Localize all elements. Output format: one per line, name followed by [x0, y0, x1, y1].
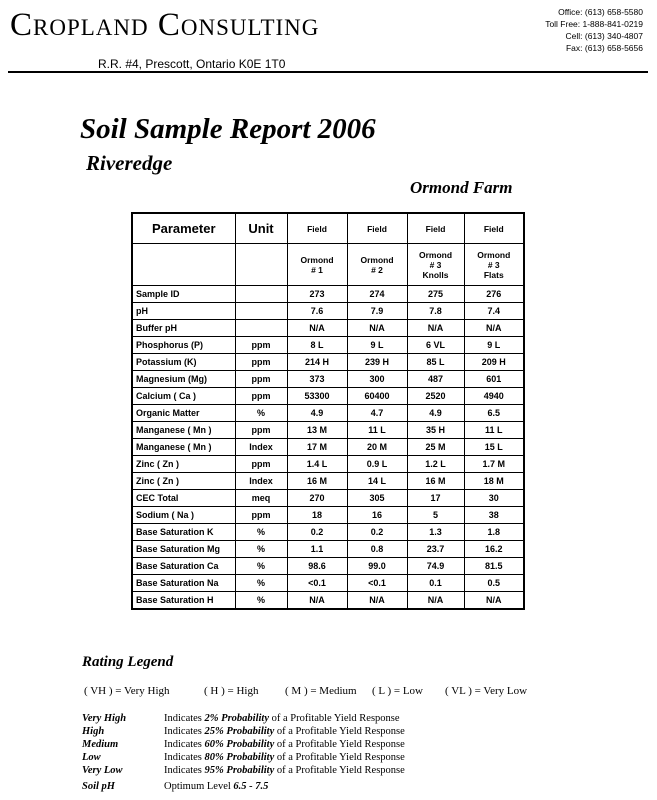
- field-name-row: [132, 244, 524, 286]
- header-field-4: Field: [464, 213, 524, 244]
- parameter-cell: CEC Total: [132, 490, 235, 507]
- parameter-cell: Manganese ( Mn ): [132, 422, 235, 439]
- value-cell: 23.7: [407, 541, 464, 558]
- value-cell: 214 H: [287, 354, 347, 371]
- value-cell: 300: [347, 371, 407, 388]
- unit-cell: [235, 320, 287, 337]
- legend-term: Soil pH: [82, 781, 115, 792]
- value-cell: 17 M: [287, 439, 347, 456]
- unit-cell: %: [235, 575, 287, 592]
- field-name-line: Ormond: [477, 249, 511, 260]
- value-cell: 11 L: [347, 422, 407, 439]
- value-cell: 305: [347, 490, 407, 507]
- value-cell: 1.4 L: [287, 456, 347, 473]
- value-cell: 38: [464, 507, 524, 524]
- table-row: [132, 337, 524, 354]
- value-cell: 53300: [287, 388, 347, 405]
- table-row: [132, 354, 524, 371]
- field-name-line: Ormond: [360, 254, 394, 265]
- field-name-line: Ormond: [300, 254, 334, 265]
- soil-ph-label: Optimum Level: [164, 781, 234, 792]
- value-cell: 4940: [464, 388, 524, 405]
- legend-term: Very High: [82, 713, 127, 724]
- header-divider: [8, 71, 648, 73]
- legend-probability: Probability: [226, 765, 275, 776]
- legend-suffix: of a Profitable Yield Response: [274, 726, 405, 737]
- table-row: [132, 388, 524, 405]
- value-cell: 99.0: [347, 558, 407, 575]
- legend-title: Rating Legend: [82, 654, 174, 670]
- legend-percent: 60%: [204, 739, 224, 750]
- parameter-cell: Base Saturation Mg: [132, 541, 235, 558]
- value-cell: 16: [347, 507, 407, 524]
- legend-code-l: ( L ) = Low: [372, 685, 424, 697]
- legend-desc: [164, 765, 405, 776]
- company-name: [10, 9, 319, 42]
- value-cell: 98.6: [287, 558, 347, 575]
- report-title: Soil Sample Report 2006: [80, 113, 376, 145]
- value-cell: 0.2: [287, 524, 347, 541]
- unit-cell: %: [235, 541, 287, 558]
- table-row: [132, 473, 524, 490]
- value-cell: 274: [347, 286, 407, 303]
- legend-code-vh: ( VH ) = Very High: [84, 685, 170, 697]
- legend-term: Very Low: [82, 765, 123, 776]
- value-cell: 276: [464, 286, 524, 303]
- table-row: [132, 303, 524, 320]
- unit-cell: ppm: [235, 337, 287, 354]
- parameter-cell: Phosphorus (P): [132, 337, 235, 354]
- field-name-line: Ormond: [418, 249, 453, 260]
- value-cell: <0.1: [287, 575, 347, 592]
- contact-block: [545, 6, 643, 54]
- legend-term: High: [82, 726, 105, 737]
- unit-cell: %: [235, 524, 287, 541]
- contact-office: Office: (613) 658-5580: [558, 7, 643, 17]
- parameter-cell: Base Saturation Ca: [132, 558, 235, 575]
- legend-desc: [164, 726, 405, 737]
- header-field-1: Field: [287, 213, 347, 244]
- value-cell: 5: [407, 507, 464, 524]
- soil-ph-range: 6.5 - 7.5: [233, 781, 269, 792]
- legend-percent: 2%: [204, 713, 219, 724]
- value-cell: 35 H: [407, 422, 464, 439]
- table-row: [132, 439, 524, 456]
- legend-probability: Probability: [226, 752, 275, 763]
- value-cell: 7.6: [287, 303, 347, 320]
- table-row: [132, 320, 524, 337]
- legend-prefix: Indicates: [164, 739, 205, 750]
- table-row: [132, 524, 524, 541]
- value-cell: 0.2: [347, 524, 407, 541]
- table-row: [132, 456, 524, 473]
- value-cell: 30: [464, 490, 524, 507]
- value-cell: 487: [407, 371, 464, 388]
- value-cell: 0.9 L: [347, 456, 407, 473]
- legend-probability: Probability: [226, 739, 275, 750]
- table-row: [132, 422, 524, 439]
- value-cell: N/A: [287, 592, 347, 610]
- parameter-cell: Buffer pH: [132, 320, 235, 337]
- parameter-cell: Sodium ( Na ): [132, 507, 235, 524]
- table-row: [132, 592, 524, 610]
- value-cell: N/A: [347, 592, 407, 610]
- value-cell: 11 L: [464, 422, 524, 439]
- field-name-line: Flats: [483, 269, 504, 280]
- value-cell: 0.8: [347, 541, 407, 558]
- legend-desc: [164, 739, 405, 750]
- parameter-cell: Manganese ( Mn ): [132, 439, 235, 456]
- value-cell: 1.2 L: [407, 456, 464, 473]
- value-cell: 14 L: [347, 473, 407, 490]
- legend-suffix: of a Profitable Yield Response: [274, 765, 405, 776]
- parameter-cell: Magnesium (Mg): [132, 371, 235, 388]
- value-cell: 60400: [347, 388, 407, 405]
- parameter-cell: Zinc ( Zn ): [132, 456, 235, 473]
- farm-name: Ormond Farm: [410, 178, 513, 197]
- value-cell: 373: [287, 371, 347, 388]
- contact-cell: Cell: (613) 340-4807: [565, 31, 643, 41]
- value-cell: N/A: [464, 592, 524, 610]
- parameter-cell: Sample ID: [132, 286, 235, 303]
- value-cell: 4.9: [407, 405, 464, 422]
- value-cell: 18: [287, 507, 347, 524]
- legend-desc: [164, 713, 400, 724]
- company-name-text: Cropland Consulting: [10, 7, 320, 43]
- legend-prefix: Indicates: [164, 752, 205, 763]
- value-cell: 7.9: [347, 303, 407, 320]
- legend-probability: Probability: [221, 713, 269, 724]
- legend-percent: 95%: [204, 765, 224, 776]
- legend-code-h: ( H ) = High: [204, 685, 259, 697]
- value-cell: 1.7 M: [464, 456, 524, 473]
- header-unit: Unit: [235, 213, 287, 244]
- legend-prefix: Indicates: [164, 726, 205, 737]
- unit-cell: %: [235, 405, 287, 422]
- value-cell: 25 M: [407, 439, 464, 456]
- value-cell: 601: [464, 371, 524, 388]
- field-name-line: # 3: [429, 259, 442, 270]
- legend-suffix: of a Profitable Yield Response: [274, 739, 405, 750]
- location-name: Riveredge: [86, 151, 173, 175]
- table-row: [132, 371, 524, 388]
- value-cell: N/A: [287, 320, 347, 337]
- header-field-2: Field: [347, 213, 407, 244]
- value-cell: N/A: [407, 592, 464, 610]
- field-name-3: [407, 244, 464, 286]
- value-cell: 275: [407, 286, 464, 303]
- table-row: [132, 575, 524, 592]
- legend-percent: 80%: [204, 752, 224, 763]
- unit-cell: ppm: [235, 371, 287, 388]
- value-cell: 8 L: [287, 337, 347, 354]
- value-cell: 15 L: [464, 439, 524, 456]
- value-cell: 239 H: [347, 354, 407, 371]
- value-cell: 9 L: [464, 337, 524, 354]
- value-cell: N/A: [407, 320, 464, 337]
- field-name-line: Knolls: [422, 269, 449, 280]
- parameter-cell: Base Saturation H: [132, 592, 235, 610]
- unit-cell: ppm: [235, 456, 287, 473]
- field-name-2: [347, 244, 407, 286]
- unit-cell: [235, 303, 287, 320]
- unit-cell: meq: [235, 490, 287, 507]
- value-cell: <0.1: [347, 575, 407, 592]
- field-name-blank: [235, 244, 287, 286]
- value-cell: 18 M: [464, 473, 524, 490]
- table-row: [132, 541, 524, 558]
- value-cell: N/A: [347, 320, 407, 337]
- unit-cell: ppm: [235, 354, 287, 371]
- table-row: [132, 507, 524, 524]
- value-cell: 16.2: [464, 541, 524, 558]
- table-row: [132, 286, 524, 303]
- legend-code-m: ( M ) = Medium: [285, 685, 357, 697]
- field-name-blank: [132, 244, 235, 286]
- field-name-4: [464, 244, 524, 286]
- value-cell: 4.7: [347, 405, 407, 422]
- value-cell: 9 L: [347, 337, 407, 354]
- unit-cell: ppm: [235, 507, 287, 524]
- soil-table-body: [132, 213, 524, 609]
- value-cell: 81.5: [464, 558, 524, 575]
- parameter-cell: Potassium (K): [132, 354, 235, 371]
- legend-term: Medium: [82, 739, 119, 750]
- contact-toll-free: Toll Free: 1-888-841-0219: [545, 19, 643, 29]
- legend-code-vl: ( VL ) = Very Low: [445, 685, 528, 697]
- legend-prefix: Indicates: [164, 765, 205, 776]
- value-cell: 20 M: [347, 439, 407, 456]
- header-parameter: Parameter: [132, 213, 235, 244]
- legend-percent: 25%: [204, 726, 224, 737]
- value-cell: 16 M: [407, 473, 464, 490]
- contact-fax: Fax: (613) 658-5656: [565, 43, 643, 53]
- value-cell: 13 M: [287, 422, 347, 439]
- value-cell: 17: [407, 490, 464, 507]
- value-cell: 6.5: [464, 405, 524, 422]
- value-cell: 6 VL: [407, 337, 464, 354]
- field-name-line: # 3: [487, 259, 500, 270]
- parameter-cell: Base Saturation K: [132, 524, 235, 541]
- value-cell: 2520: [407, 388, 464, 405]
- soil-results-table: [131, 212, 525, 610]
- value-cell: 1.3: [407, 524, 464, 541]
- legend-suffix: of a Profitable Yield Response: [269, 713, 400, 724]
- table-row: [132, 558, 524, 575]
- unit-cell: Index: [235, 473, 287, 490]
- unit-cell: %: [235, 592, 287, 610]
- value-cell: 0.1: [407, 575, 464, 592]
- header-field-3: Field: [407, 213, 464, 244]
- parameter-cell: Zinc ( Zn ): [132, 473, 235, 490]
- value-cell: 7.8: [407, 303, 464, 320]
- legend-prefix: Indicates: [164, 713, 205, 724]
- field-name-1: [287, 244, 347, 286]
- value-cell: 85 L: [407, 354, 464, 371]
- value-cell: 209 H: [464, 354, 524, 371]
- value-cell: 270: [287, 490, 347, 507]
- unit-cell: [235, 286, 287, 303]
- value-cell: 7.4: [464, 303, 524, 320]
- value-cell: N/A: [464, 320, 524, 337]
- legend-term: Low: [82, 752, 101, 763]
- parameter-cell: pH: [132, 303, 235, 320]
- unit-cell: Index: [235, 439, 287, 456]
- table-header-row: [132, 213, 524, 244]
- unit-cell: ppm: [235, 422, 287, 439]
- unit-cell: %: [235, 558, 287, 575]
- value-cell: 273: [287, 286, 347, 303]
- field-name-line: # 1: [311, 264, 323, 275]
- value-cell: 0.5: [464, 575, 524, 592]
- legend-desc: [164, 752, 405, 763]
- legend-probability: Probability: [226, 726, 275, 737]
- table-row: [132, 405, 524, 422]
- legend-suffix: of a Profitable Yield Response: [274, 752, 405, 763]
- unit-cell: ppm: [235, 388, 287, 405]
- table-row: [132, 490, 524, 507]
- field-name-line: # 2: [371, 264, 383, 275]
- value-cell: 1.8: [464, 524, 524, 541]
- value-cell: 16 M: [287, 473, 347, 490]
- parameter-cell: Calcium ( Ca ): [132, 388, 235, 405]
- parameter-cell: Organic Matter: [132, 405, 235, 422]
- value-cell: 1.1: [287, 541, 347, 558]
- value-cell: 4.9: [287, 405, 347, 422]
- legend-desc: [164, 781, 268, 792]
- parameter-cell: Base Saturation Na: [132, 575, 235, 592]
- company-address: R.R. #4, Prescott, Ontario K0E 1T0: [98, 57, 286, 71]
- value-cell: 74.9: [407, 558, 464, 575]
